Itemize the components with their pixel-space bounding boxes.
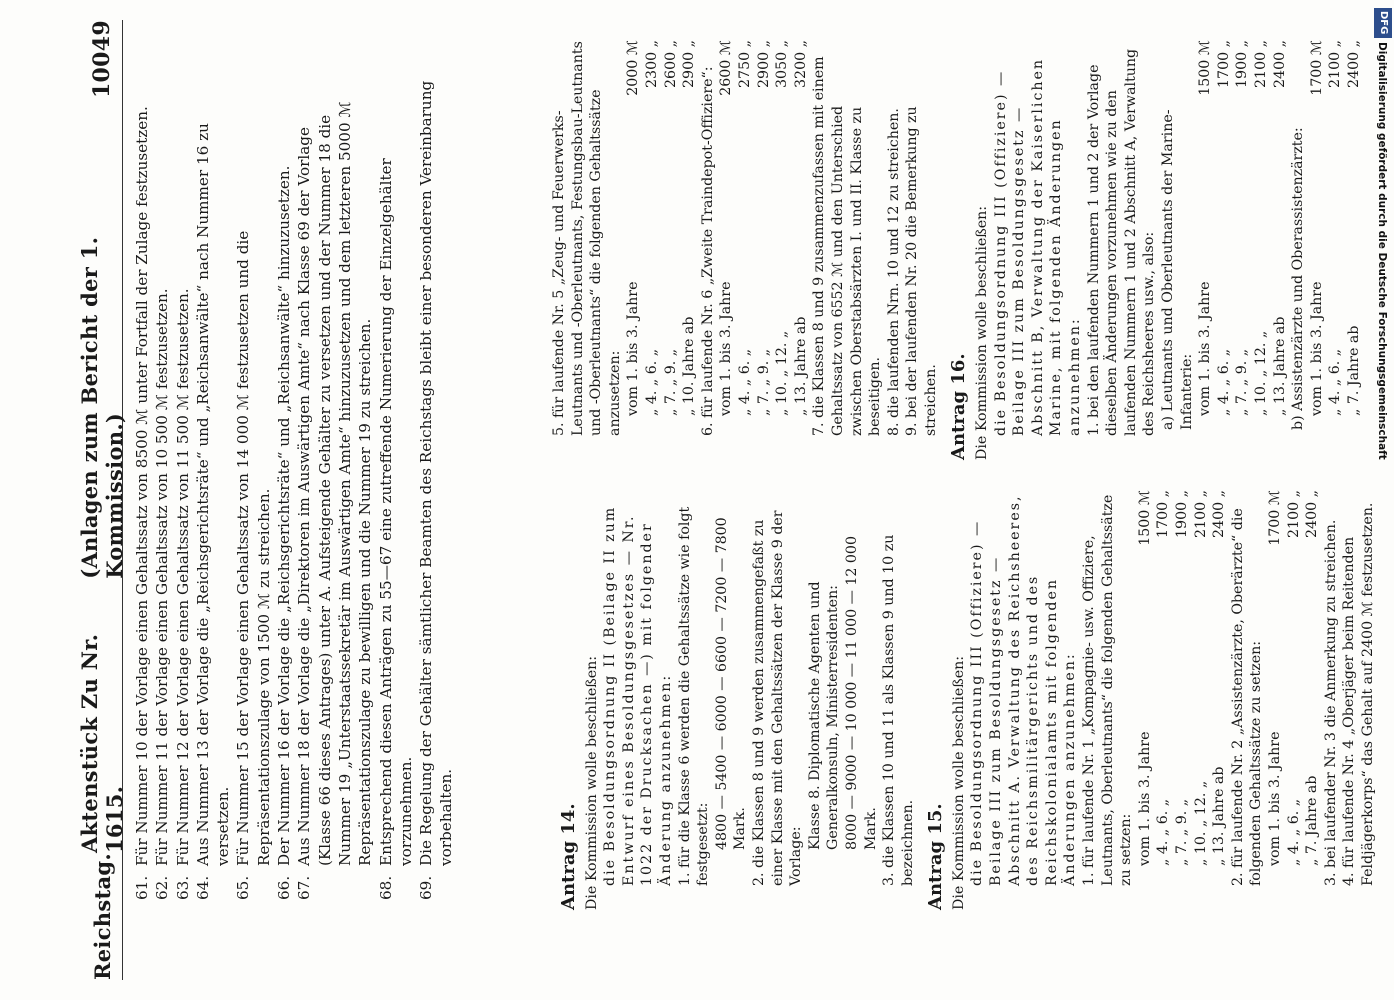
table-row: vom 1. bis 3. Jahre 2600 ℳ (718, 40, 735, 416)
table-row: vom 1. bis 3. Jahre 2000 ℳ (625, 40, 642, 416)
table-row: „ 10. „ 12. „ 2100 „ (1252, 40, 1269, 416)
table-row: „ 4. „ 6. „ 2100 „ (1327, 40, 1344, 416)
rotated-page (20, 20, 1376, 980)
table-row: „ 7. Jahre ab 2400 „ (1304, 490, 1321, 866)
table-row: „ 4. „ 6. „ 1700 „ (1155, 490, 1172, 866)
page-header (77, 20, 127, 980)
table-row: „ 7. „ 9. „ 2600 „ (662, 40, 679, 416)
antrag16-heading: Antrag 16. (948, 353, 970, 460)
list-item: 67. Aus Nummer 18 der Vorlage die „Direktoren im Auswärtigen Amte“ nach Klasse 69 der Vorlage (Klasse 66 dieses Antrages) unter A. Aufsteigende Gehälter zu versetzen und der Nummer 18 die Nummer 19 „Unterstaatssekretär im Auswärtigen Amte“ hinzuzusetzen und dem letzteren 5000 ℳ Repräsentationszulage zu bewilligen und die Nummer 19 zu streichen. (295, 101, 375, 900)
header-subtitle: (Anlagen zum Bericht der 1. Kommission.) (77, 236, 127, 579)
list-item: 66. Der Nummer 16 der Vorlage die „Reichsgerichtsräte“ und „Reichsanwälte“ hinzuzusetzen. (275, 165, 294, 900)
page-number: 10049 (89, 20, 115, 99)
table-row: „ 7. Jahre ab 2400 „ (1345, 40, 1362, 416)
table-row: „ 13. Jahre ab 2400 „ (1211, 490, 1228, 866)
antrag14-heading: Antrag 14. (558, 803, 579, 910)
list-item: 63. Für Nummer 12 der Vorlage einen Gehaltssatz von 11 500 ℳ festzusetzen. (173, 288, 192, 900)
top-items (132, 70, 457, 900)
table-row: „ 7. „ 9. „ 1900 „ (1174, 490, 1190, 866)
table-row: vom 1. bis 3. Jahre 1500 ℳ (1136, 490, 1153, 866)
list-item: 69. Die Regelung der Gehälter sämtlicher Beamten des Reichstags bleibt einer besonderen Vereinbarung vorbehalten. (417, 80, 456, 900)
dfg-logo: DFG (1374, 8, 1392, 38)
table-row: „ 4. „ 6. „ 2100 „ (1285, 490, 1302, 866)
left-column: Antrag 14. Die Kommission wolle beschließen: die Besoldungsordnung II (Beilage II zum Entwurf eines Besoldungsgesetzes — Nr. 1022 der Drucksachen —) mit folgender Änderung anzunehmen: 1. für die Klasse 6 werden die Gehaltssätze wie folgt festgesetzt: 4800 — 5400 — 6000 — 6600 — 7200 — 7800 Mark. 2. die Klassen 8 und 9 werden zusammengefaßt zu einer Klasse mit den Gehaltssätzen der Klasse 9 der Vorlage: Klasse 8. Diplomatische Agenten und Generalkonsuln, Ministerresidenten: 8000 — 9000 — 10 000 — 11 000 — 12 000 Mark. 3. die Klassen 10 und 11 als Klassen 9 und 10 zu bezeichnen. Antrag 15. Die Kommission wolle beschließen: die Besoldungsordnung III (Offiziere) — Beilage III zum Besoldungsgesetz — Abschnitt A. Verwaltung des Reichsheeres, des Reichsmilitärgerichts und des Reichskolonialamts mit folgenden Änderungen anzunehmen: 1. für laufende Nr. 1 „Kompagnie- usw. Offiziere, Leutnants, Oberleutnants“ die folgenden Gehaltssätze zu setzen: vom 1. bis 3. Jahre 1500 ℳ „ 4. „ 6. „ 1700 „ „ 7. „ 9. „ 1900 „ „ 10. „ 12. „ 2100 „ „ 13. Jahre ab 2400 „ 2. für laufende Nr. 2 „Assistenzärzte, Oberärzte“ die folgenden Gehaltssätze zu setzen: vom 1. bis 3. Jahre 1700 ℳ „ 4. „ 6. „ 2100 „ „ 7. Jahre ab 2400 „ 3. bei laufender Nr. 3 die Anmerkung zu streichen. 4. für laufende Nr. 4 „Oberjäger beim Reitenden Feldjägerkorps“ das Gehalt auf 2400 ℳ festzusetzen. (558, 490, 1376, 910)
list-item: 68. Entsprechend diesen Anträgen zu 55—67 eine zutreffende Numerierung der Einzelgehälter vorzunehmen. (376, 158, 415, 900)
header-title: Aktenstück Zu Nr. 1615. (77, 633, 127, 854)
table-row: „ 7. „ 9. „ 2900 „ (755, 40, 772, 416)
table-row: „ 13. Jahre ab 3200 „ (792, 40, 809, 416)
table-row: „ 4. „ 6. „ 2300 „ (643, 40, 660, 416)
list-item: 64. Aus Nummer 13 der Vorlage die „Reichsgerichtsräte“ und „Reichsanwälte“ nach Nummer 16 zu versetzen. (193, 123, 233, 900)
table-row: „ 10. Jahre ab 2900 „ (681, 40, 698, 416)
list-item: 62. Für Nummer 11 der Vorlage einen Gehaltssatz von 10 500 ℳ festzusetzen. (153, 288, 172, 900)
table-row: „ 10. „ 12. „ 2100 „ (1192, 490, 1209, 866)
dfg-credit: Digitalisierung gefördert durch die Deutsche Forschungsgemeinschaft (1376, 42, 1388, 460)
list-item: 61. Für Nummer 10 der Vorlage einen Gehaltssatz von 8500 ℳ unter Fortfall der Zulage festzusetzen. (133, 106, 151, 900)
dfg-sidebar (1372, 8, 1394, 992)
table-row: vom 1. bis 3. Jahre 1700 ℳ (1266, 490, 1283, 866)
table-row: „ 4. „ 6. „ 1700 „ (1215, 40, 1232, 416)
table-row: vom 1. bis 3. Jahre 1700 ℳ (1308, 40, 1325, 416)
table-row: „ 10. „ 12. „ 3050 „ (774, 40, 791, 416)
header-left: Reichstag. (89, 853, 115, 980)
list-item: 65. Für Nummer 15 der Vorlage einen Gehaltssatz von 14 000 ℳ festzusetzen und die Repräsentationszulage von 1500 ℳ zu streichen. (234, 230, 273, 900)
table-row: vom 1. bis 3. Jahre 1500 ℳ (1197, 40, 1214, 416)
antrag15-heading: Antrag 15. (925, 803, 947, 910)
table-row: „ 13. Jahre ab 2400 „ (1271, 40, 1288, 416)
table-row: „ 7. „ 9. „ 1900 „ (1234, 40, 1251, 416)
right-column: 5. für laufende Nr. 5 „Zeug- und Feuerwerks-Leutnants und -Oberleutnants, Festungsbau-Leutnants und -Oberleutnants“ die folgenden Gehaltssätze anzusetzen: vom 1. bis 3. Jahre 2000 ℳ „ 4. „ 6. „ 2300 „ „ 7. „ 9. „ 2600 „ „ 10. Jahre ab 2900 „ 6. für laufende Nr. 6 „Zweite Traindepot-Offiziere“: vom 1. bis 3. Jahre 2600 ℳ „ 4. „ 6. „ 2750 „ „ 7. „ 9. „ 2900 „ „ 10. „ 12. „ 3050 „ „ 13. Jahre ab 3200 „ 7. die Klassen 8 und 9 zusammenzufassen mit einem Gehaltssatz von 6552 ℳ und den Unterschied zwischen Oberstabsärzten I. und II. Klasse zu beseitigen. 8. die laufenden Nrn. 10 und 12 zu streichen. 9. bei der laufenden Nr. 20 die Bemerkung zu streichen. Antrag 16. Die Kommission wolle beschließen: die Besoldungsordnung III (Offiziere) — Beilage III zum Besoldungsgesetz — Abschnitt B, Verwaltung der Kaiserlichen Marine, mit folgenden Änderungen anzunehmen: 1. bei den laufenden Nummern 1 und 2 der Vorlage dieselben Änderungen vorzunehmen wie zu den laufenden Nummern 1 und 2 Abschnitt A, Verwaltung des Reichsheeres usw., also: a) Leutnants und Oberleutnants der Marine-Infanterie: vom 1. bis 3. Jahre 1500 ℳ „ 4. „ 6. „ 1700 „ „ 7. „ 9. „ 1900 „ „ 10. „ 12. „ 2100 „ „ 13. Jahre ab 2400 „ b) Assistenzärzte und Oberassistenzärzte: vom 1. bis 3. Jahre 1700 ℳ „ 4. „ 6. „ 2100 „ „ 7. Jahre ab 2400 „ (551, 40, 1362, 460)
table-row: „ 4. „ 6. „ 2750 „ (736, 40, 753, 416)
